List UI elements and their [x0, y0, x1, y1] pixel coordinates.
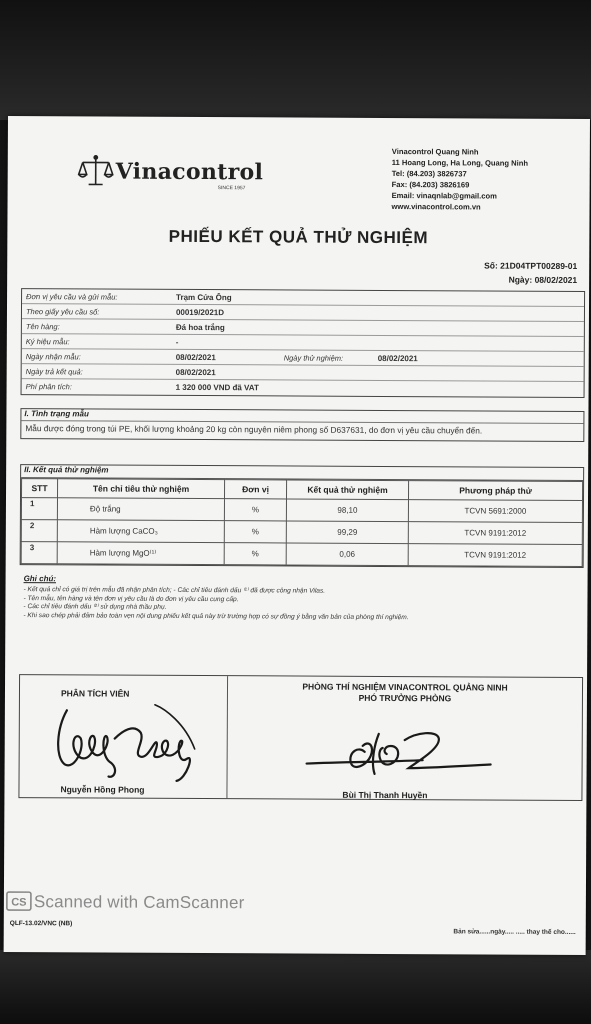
received-value: 08/02/2021: [175, 352, 216, 363]
contact-tel: Tel: (84.203) 3826737: [391, 169, 467, 179]
column-header-result: Kết quả thử nghiệm: [286, 480, 408, 500]
result-date-label: Ngày trả kết quả:: [25, 367, 83, 377]
row-stt: 1: [21, 498, 57, 520]
analyst-signature: [45, 698, 205, 785]
scales-icon: [78, 154, 114, 188]
vinacontrol-logo: [78, 154, 278, 195]
sample-status-text: Mẫu được đóng trong túi PE, khối lượng khoảng 20 kg còn nguyên niêm phong số D637631, do đơn vị yêu cầu chuyển đến.: [25, 423, 483, 436]
fee-label: Phí phân tích:: [25, 382, 72, 392]
lab-title: PHÒNG THÍ NGHIỆM VINACONTROL QUẢNG NINH: [302, 681, 508, 693]
logo-wordmark: Vinacontrol: [115, 158, 264, 186]
lab-head-signature: [305, 722, 495, 783]
analyst-name: Nguyễn Hồng Phong: [60, 784, 145, 795]
row-method: TCVN 5691:2000: [408, 500, 582, 523]
analyst-title: PHÂN TÍCH VIÊN: [60, 688, 130, 699]
row-method: TCVN 9191:2012: [408, 522, 582, 545]
note-line: - Các chỉ tiêu đánh dấu ⁽²⁾ sử dụng nhà thầu phụ.: [23, 603, 167, 612]
note-line: - Khi sao chép phải đảm bảo toàn vẹn nội dung phiếu kết quả này trừ trường hợp có sự đồng ý bằng văn bản của phòng thí nghiệm.: [23, 611, 409, 621]
symbol-label: Ký hiệu mẫu:: [25, 337, 70, 347]
test-report-document: [4, 116, 590, 955]
revision-note: Bản sửa......ngày..... ..... thay thế cho......: [453, 928, 576, 936]
notes-heading: Ghi chú:: [23, 574, 57, 584]
row-unit: %: [224, 543, 286, 565]
sample-info-table: [21, 288, 586, 398]
svg-text:CS: CS: [11, 896, 27, 909]
column-header-stt: STT: [22, 479, 58, 498]
symbol-value: -: [175, 337, 179, 347]
contact-address: 11 Hoang Long, Ha Long, Quang Ninh: [391, 158, 529, 168]
row-stt: 3: [21, 542, 57, 564]
row-unit: %: [224, 521, 286, 543]
sample-status-section: [20, 408, 584, 442]
goods-label: Tên hàng:: [25, 322, 60, 332]
info-row-fee: [22, 379, 584, 397]
contact-website: www.vinacontrol.com.vn: [391, 202, 481, 212]
row-result: 0,06: [286, 543, 408, 566]
camscanner-icon: [6, 891, 34, 911]
lab-position: PHÓ TRƯỞNG PHÒNG: [358, 692, 452, 704]
background-bottom: [0, 950, 591, 1024]
requester-label: Đơn vị yêu cầu và gửi mẫu:: [26, 292, 118, 302]
request-no-value: 00019/2021D: [175, 307, 225, 318]
lab-title-block: [227, 681, 583, 705]
test-date-label: Ngày thử nghiệm:: [283, 353, 344, 363]
requester-value: Trạm Cửa Ông: [176, 292, 232, 303]
logo-since: SINCE 1957: [217, 185, 246, 192]
notes-list: [23, 586, 583, 623]
request-no-label: Theo giấy yêu cầu số:: [25, 307, 100, 317]
test-date-value: 08/02/2021: [377, 353, 418, 364]
form-code: QLF-13.02/VNC (NB): [9, 920, 73, 928]
contact-block: [392, 146, 529, 213]
document-date: Ngày: 08/02/2021: [508, 274, 578, 285]
note-line: - Tên mẫu, tên hàng và tên đơn vị yêu cầu là do đơn vị yêu cầu cung cấp.: [23, 594, 239, 603]
test-results-section: [20, 464, 585, 568]
table-row: [21, 542, 582, 567]
test-results-heading: II. Kết quả thử nghiệm: [21, 465, 583, 481]
row-method: TCVN 9191:2012: [408, 544, 582, 567]
note-line: - Kết quả chỉ có giá trị trên mẫu đã nhận phân tích; - Các chỉ tiêu đánh dấu ⁽¹⁾ đã được công nhận Vilas.: [23, 586, 326, 595]
lab-head-name: Bùi Thị Thanh Huyền: [342, 789, 428, 801]
document-number: Số: 21D04TPT00289-01: [484, 260, 578, 271]
received-label: Ngày nhận mẫu:: [25, 352, 81, 362]
sample-status-heading: I. Tình trạng mẫu: [21, 409, 583, 424]
column-header-name: Tên chỉ tiêu thử nghiệm: [58, 479, 225, 499]
results-table: [21, 478, 583, 567]
table-row: [21, 520, 582, 545]
column-header-unit: Đơn vị: [224, 480, 286, 499]
document-title: PHIẾU KẾT QUẢ THỬ NGHIỆM: [168, 226, 429, 248]
row-name: Độ trắng: [57, 498, 224, 521]
contact-email: Email: vinaqnlab@gmail.com: [391, 191, 497, 201]
row-unit: %: [224, 499, 286, 521]
result-date-value: 08/02/2021: [175, 367, 216, 378]
column-header-method: Phương pháp thử: [408, 481, 582, 501]
row-result: 98,10: [286, 499, 408, 522]
row-name: Hàm lượng MgO⁽¹⁾: [57, 542, 224, 565]
contact-fax: Fax: (84.203) 3826169: [391, 180, 470, 190]
camscanner-watermark: Scanned with CamScanner: [33, 892, 245, 913]
row-name: Hàm lượng CaCO₃: [57, 520, 224, 543]
contact-company: Vinacontrol Quang Ninh: [391, 147, 479, 157]
background-top: [0, 0, 591, 120]
row-stt: 2: [21, 520, 57, 542]
table-row: [21, 498, 582, 523]
document-number-block: [484, 258, 577, 286]
goods-value: Đá hoa trắng: [175, 322, 225, 333]
fee-value: 1 320 000 VND đã VAT: [175, 382, 259, 393]
row-result: 99,29: [286, 521, 408, 544]
